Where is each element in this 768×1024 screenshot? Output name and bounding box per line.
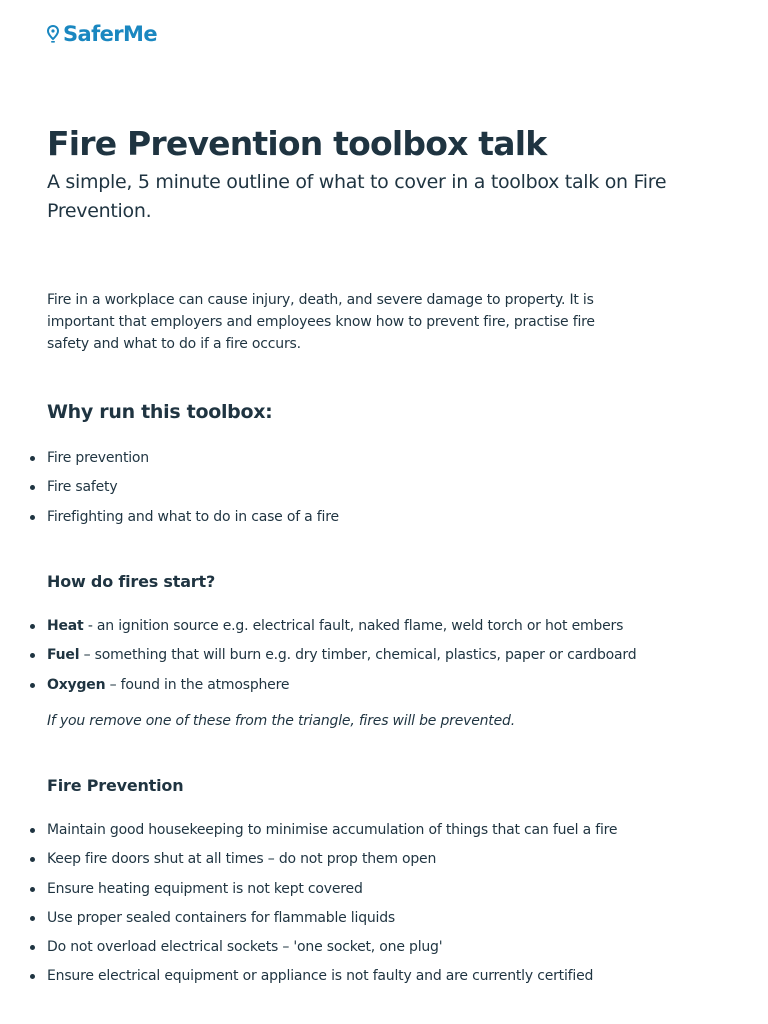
why-list	[0, 448, 339, 536]
list-item: Fire safety	[0, 477, 339, 506]
prevention-heading: Fire Prevention	[47, 776, 184, 795]
term-description: – something that will burn e.g. dry timber, chemical, plastics, paper or cardboard	[79, 647, 637, 664]
list-item: Maintain good housekeeping to minimise accumulation of things that can fuel a fire	[0, 820, 617, 849]
list-item: Fire prevention	[0, 448, 339, 477]
term-description: - an ignition source e.g. electrical fault, naked flame, weld torch or hot embers	[83, 618, 624, 634]
list-item: Use proper sealed containers for flammable liquids	[0, 908, 617, 937]
term-description: – found in the atmosphere	[105, 676, 290, 693]
list-item	[0, 645, 636, 674]
page-title: Fire Prevention toolbox talk	[47, 124, 547, 163]
list-item: Keep fire doors shut at all times – do not prop them open	[0, 849, 617, 878]
term-heat: Heat	[47, 618, 84, 634]
list-item: Ensure electrical equipment or appliance is not faulty and are currently certified	[0, 966, 617, 995]
list-item: Ensure heating equipment is not kept covered	[0, 879, 617, 908]
location-pin-icon	[47, 25, 59, 43]
saferme-logo[interactable]	[47, 22, 157, 46]
triangle-note: If you remove one of these from the triangle, fires will be prevented.	[47, 713, 515, 729]
term-oxygen: Oxygen	[47, 676, 106, 693]
list-item: Do not overload electrical sockets – 'one socket, one plug'	[0, 937, 617, 966]
prevention-list	[0, 820, 617, 996]
page-subtitle: A simple, 5 minute outline of what to cover in a toolbox talk on Fire Prevention.	[47, 171, 667, 222]
intro-paragraph: Fire in a workplace can cause injury, death, and severe damage to property. It is important that employers and employees know how to prevent fire, practise fire safety and what to do if a fire occurs.	[47, 292, 595, 352]
how-heading: How do fires start?	[47, 572, 216, 591]
term-fuel: Fuel	[47, 647, 80, 664]
brand-name: SaferMe	[63, 22, 157, 46]
list-item	[0, 675, 636, 704]
why-heading: Why run this toolbox:	[47, 401, 273, 423]
how-list	[0, 616, 636, 704]
list-item: Firefighting and what to do in case of a fire	[0, 507, 339, 536]
list-item	[0, 616, 636, 645]
